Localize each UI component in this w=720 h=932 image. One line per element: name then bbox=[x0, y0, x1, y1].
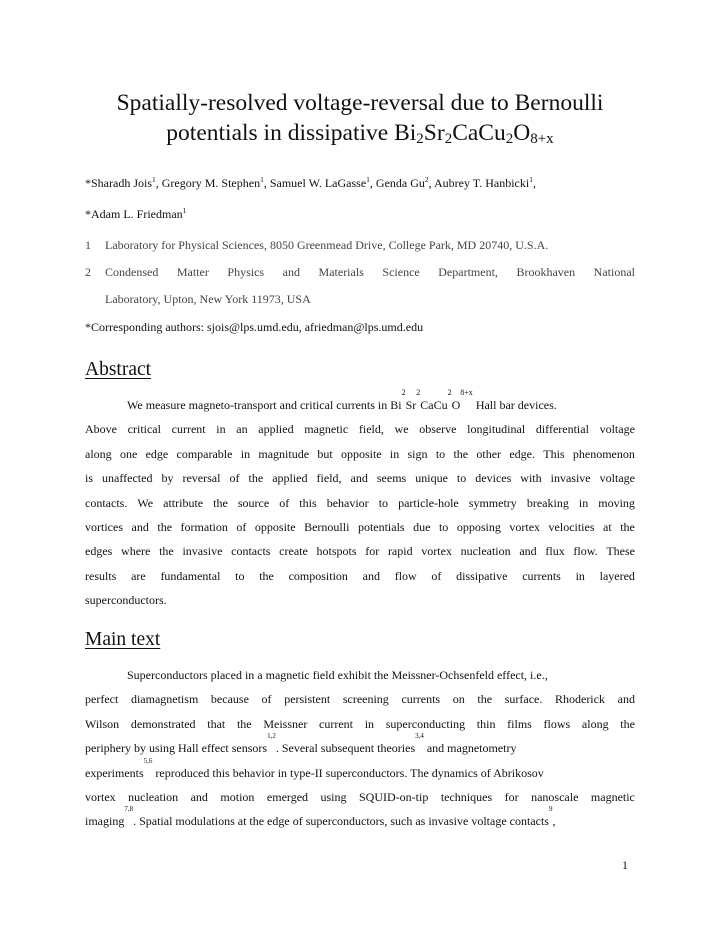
word: unaffected bbox=[102, 471, 153, 486]
word: critical bbox=[127, 422, 161, 437]
citation: 3,4 bbox=[415, 732, 424, 741]
word: of bbox=[261, 692, 272, 707]
word: invasive bbox=[182, 544, 223, 559]
author-name: *Sharadh Jois bbox=[85, 176, 152, 190]
word: flow. bbox=[573, 544, 598, 559]
word: films bbox=[507, 716, 532, 731]
word: in bbox=[240, 446, 251, 461]
word: perfect bbox=[85, 692, 119, 707]
formula-sub: 2 bbox=[447, 388, 452, 397]
word: and bbox=[362, 568, 380, 583]
word: in bbox=[575, 568, 585, 583]
word: current bbox=[319, 716, 354, 731]
word: field, bbox=[316, 471, 342, 486]
word: to bbox=[456, 471, 467, 486]
word: rapid bbox=[387, 544, 413, 559]
word: currents bbox=[522, 568, 561, 583]
word: comparable bbox=[176, 446, 233, 461]
word: vortex bbox=[509, 519, 541, 534]
word: particle-hole bbox=[398, 495, 459, 510]
word: potentials bbox=[357, 519, 405, 534]
text-run: and magnetometry bbox=[423, 741, 517, 756]
title-prefix: potentials in dissipative Bi bbox=[166, 120, 417, 146]
abstract-heading: Abstract bbox=[85, 359, 152, 380]
text-run: Hall bar devices. bbox=[472, 398, 557, 412]
word: of bbox=[229, 471, 240, 486]
abstract-line bbox=[85, 466, 635, 490]
affiliation-1 bbox=[85, 232, 635, 259]
formula-part: O bbox=[513, 120, 531, 146]
word: we bbox=[394, 422, 409, 437]
word: the bbox=[620, 716, 635, 731]
word: is bbox=[85, 471, 94, 486]
word: the bbox=[236, 716, 252, 731]
word: in bbox=[389, 446, 400, 461]
word: flows bbox=[543, 716, 571, 731]
word: superconducting bbox=[385, 716, 466, 731]
word: due bbox=[413, 519, 431, 534]
affiliation-text: Laboratory, Upton, New York 11973, USA bbox=[105, 292, 311, 306]
word: the bbox=[259, 568, 274, 583]
word: in bbox=[364, 716, 375, 731]
word: on bbox=[452, 692, 465, 707]
word: flux bbox=[545, 544, 565, 559]
word: phenomenon bbox=[572, 446, 635, 461]
word: the bbox=[453, 446, 469, 461]
word: at bbox=[603, 519, 612, 534]
word: and bbox=[190, 789, 208, 804]
word: nucleation bbox=[128, 789, 179, 804]
text-run: We measure magneto-transport and critical currents in Bi bbox=[127, 398, 402, 412]
abstract-line bbox=[85, 417, 635, 441]
affiliation-text: Laboratory for Physical Sciences, 8050 Greenmead Drive, College Park, MD 20740, U.S.A. bbox=[105, 238, 549, 252]
word: to bbox=[235, 568, 245, 583]
word: This bbox=[543, 446, 565, 461]
author-name: Aubrey T. Hanbicki bbox=[433, 176, 530, 190]
word: using bbox=[320, 789, 347, 804]
word: of bbox=[431, 568, 442, 583]
word: opposing bbox=[456, 519, 501, 534]
word: and bbox=[617, 692, 635, 707]
word: the bbox=[213, 495, 228, 510]
word: magnetic bbox=[304, 422, 349, 437]
word: Bernoulli bbox=[304, 519, 350, 534]
abstract-body bbox=[85, 388, 635, 613]
word: vortices bbox=[85, 519, 123, 534]
text-run: experiments bbox=[85, 765, 144, 780]
word: sign bbox=[407, 446, 428, 461]
word: to bbox=[438, 519, 449, 534]
word: seems bbox=[376, 471, 407, 486]
word: attribute bbox=[163, 495, 204, 510]
affiliation-2 bbox=[85, 259, 635, 313]
word: the bbox=[159, 544, 174, 559]
abstract-line bbox=[85, 564, 635, 588]
word: velocities bbox=[548, 519, 595, 534]
word: where bbox=[121, 544, 151, 559]
word: are bbox=[131, 568, 146, 583]
word: this bbox=[299, 495, 317, 510]
text-run: CaCu bbox=[420, 398, 448, 412]
formula-part: CaCu bbox=[452, 120, 506, 146]
word: flow bbox=[394, 568, 417, 583]
author-affiliation-mark: 1 bbox=[529, 175, 533, 184]
word: contacts bbox=[231, 544, 271, 559]
word: unique bbox=[415, 471, 448, 486]
formula-sub: 2 bbox=[416, 388, 421, 397]
word: in bbox=[578, 495, 589, 510]
word: screening bbox=[342, 692, 389, 707]
abstract-line bbox=[85, 442, 635, 466]
author-name: Genda Gu bbox=[375, 176, 425, 190]
formula-sub: 2 bbox=[505, 131, 514, 147]
word: and bbox=[131, 519, 149, 534]
word: vortex bbox=[421, 544, 452, 559]
word: and bbox=[519, 544, 537, 559]
word: in bbox=[216, 422, 226, 437]
citation: 1,2 bbox=[267, 732, 276, 741]
abstract-line bbox=[85, 539, 635, 563]
formula-sub: 2 bbox=[444, 131, 453, 147]
main-line: Superconductors placed in a magnetic field exhibit the Meissner-Ochsenfeld effect, i.e., bbox=[127, 668, 548, 682]
word: along bbox=[581, 716, 609, 731]
text-run: imaging bbox=[85, 814, 125, 829]
main-line bbox=[85, 712, 635, 736]
word: edge. bbox=[509, 446, 535, 461]
abstract-line: superconductors. bbox=[85, 593, 167, 608]
word: longitudinal bbox=[467, 422, 526, 437]
author-affiliation-mark: 1 bbox=[366, 175, 370, 184]
word: vortex bbox=[85, 789, 116, 804]
formula-sub: 2 bbox=[401, 388, 406, 397]
affiliation-number: 2 bbox=[85, 265, 91, 279]
word: field, bbox=[358, 422, 384, 437]
title-line-2 bbox=[60, 118, 660, 148]
word: opposite bbox=[340, 446, 382, 461]
paper-title bbox=[60, 88, 660, 148]
word: for bbox=[365, 544, 380, 559]
word: invasive bbox=[550, 471, 591, 486]
word: observe bbox=[419, 422, 457, 437]
author-affiliation-mark: 1 bbox=[152, 175, 156, 184]
word: symmetry bbox=[468, 495, 517, 510]
word: edge bbox=[145, 446, 169, 461]
word: diamagnetism bbox=[130, 692, 199, 707]
word: an bbox=[236, 422, 248, 437]
word: currents bbox=[401, 692, 441, 707]
formula-sub: 8+x bbox=[460, 388, 473, 397]
formula-part: Sr bbox=[423, 120, 445, 146]
word: applied bbox=[272, 471, 308, 486]
author-affiliation-mark: 2 bbox=[424, 175, 429, 184]
main-line bbox=[85, 805, 635, 833]
word: other bbox=[476, 446, 502, 461]
word: contacts. bbox=[85, 495, 128, 510]
word: opposite bbox=[254, 519, 296, 534]
title-line-1: Spatially-resolved voltage-reversal due to Bernoulli bbox=[116, 90, 604, 116]
affiliation-text: Condensed Matter Physics and Materials Science Department, Brookhaven National bbox=[105, 265, 635, 279]
corresponding-authors: *Corresponding authors: sjois@lps.umd.edu, afriedman@lps.umd.edu bbox=[85, 320, 424, 334]
text-run: . Several subsequent theories bbox=[275, 741, 416, 756]
word: persistent bbox=[284, 692, 331, 707]
word: of bbox=[279, 495, 290, 510]
word: for bbox=[504, 789, 519, 804]
word: Rhoderick bbox=[554, 692, 605, 707]
word: techniques bbox=[440, 789, 493, 804]
text-run: Sr bbox=[405, 398, 417, 412]
text-run: . Spatial modulations at the edge of superconductors, such as invasive voltage contacts bbox=[133, 814, 549, 829]
word: to bbox=[378, 495, 389, 510]
word: the bbox=[248, 471, 264, 486]
word: layered bbox=[599, 568, 635, 583]
word: SQUID-on-tip bbox=[359, 789, 429, 804]
word: create bbox=[279, 544, 308, 559]
text-run: O bbox=[451, 398, 461, 412]
main-line bbox=[85, 687, 635, 711]
word: Wilson bbox=[85, 716, 120, 731]
main-line bbox=[85, 756, 635, 785]
word: and bbox=[350, 471, 368, 486]
citation: 5,6 bbox=[143, 756, 153, 765]
word: magnitude bbox=[258, 446, 310, 461]
main-text-body bbox=[85, 663, 635, 834]
author-name: Samuel W. LaGasse bbox=[269, 176, 367, 190]
word: the bbox=[477, 692, 493, 707]
formula-sub: 8+x bbox=[530, 131, 554, 147]
word: applied bbox=[258, 422, 294, 437]
word: source bbox=[237, 495, 270, 510]
citation: 7,8 bbox=[124, 805, 134, 814]
abstract-line bbox=[85, 491, 635, 515]
word: the bbox=[157, 519, 173, 534]
abstract-line bbox=[85, 515, 635, 539]
word: behavior bbox=[326, 495, 369, 510]
text-run: reproduced this behavior in type-II superconductors. The dynamics of Abrikosov bbox=[152, 765, 544, 780]
word: along bbox=[85, 446, 112, 461]
affiliation-number: 1 bbox=[85, 238, 91, 252]
page-number: 1 bbox=[622, 858, 628, 872]
word: We bbox=[137, 495, 154, 510]
word: but bbox=[317, 446, 333, 461]
author-affiliation-mark: 1 bbox=[182, 206, 187, 215]
word: breaking bbox=[526, 495, 569, 510]
word: by bbox=[161, 471, 174, 486]
author-list-continued bbox=[85, 207, 645, 222]
word: results bbox=[85, 568, 117, 583]
word: Meissner bbox=[263, 716, 308, 731]
word: reversal bbox=[182, 471, 221, 486]
word: differential bbox=[535, 422, 589, 437]
word: formation bbox=[180, 519, 228, 534]
word: These bbox=[606, 544, 635, 559]
main-line bbox=[85, 785, 635, 809]
abstract-line bbox=[85, 388, 635, 417]
word: magnetic bbox=[590, 789, 635, 804]
word: thin bbox=[476, 716, 496, 731]
word: voltage bbox=[599, 471, 635, 486]
author-affiliation-mark: 1 bbox=[260, 175, 264, 184]
word: one bbox=[119, 446, 138, 461]
word: edges bbox=[85, 544, 113, 559]
word: of bbox=[236, 519, 247, 534]
word: surface. bbox=[504, 692, 543, 707]
formula-sub: 2 bbox=[416, 131, 424, 147]
citation: 9 bbox=[548, 805, 553, 814]
word: nucleation bbox=[460, 544, 511, 559]
word: emerged bbox=[266, 789, 309, 804]
word: Above bbox=[85, 422, 117, 437]
word: to bbox=[435, 446, 446, 461]
text-run: periphery by using Hall effect sensors bbox=[85, 741, 268, 756]
word: fundamental bbox=[160, 568, 221, 583]
word: dissipative bbox=[456, 568, 508, 583]
word: composition bbox=[288, 568, 348, 583]
word: hotspots bbox=[316, 544, 357, 559]
word: with bbox=[520, 471, 542, 486]
author-list: *Sharadh Jois$^1$, Gregory M. Stephen$^1$, Samuel W. LaGasse$^1$, Genda Gu$^2$, Aubrey T. Hanbicki$^1$, bbox=[85, 175, 536, 190]
author-name: Gregory M. Stephen bbox=[161, 176, 261, 190]
main-line bbox=[85, 732, 635, 760]
word: nanoscale bbox=[531, 789, 579, 804]
word: current bbox=[171, 422, 206, 437]
word: the bbox=[620, 519, 635, 534]
word: motion bbox=[220, 789, 255, 804]
text-run: , bbox=[552, 814, 556, 829]
word: moving bbox=[598, 495, 635, 510]
word: because bbox=[210, 692, 249, 707]
author-name: *Adam L. Friedman bbox=[85, 207, 183, 221]
word: devices bbox=[475, 471, 512, 486]
word: that bbox=[207, 716, 226, 731]
word: demonstrated bbox=[130, 716, 196, 731]
main-text-heading: Main text bbox=[85, 629, 161, 650]
word: voltage bbox=[599, 422, 635, 437]
